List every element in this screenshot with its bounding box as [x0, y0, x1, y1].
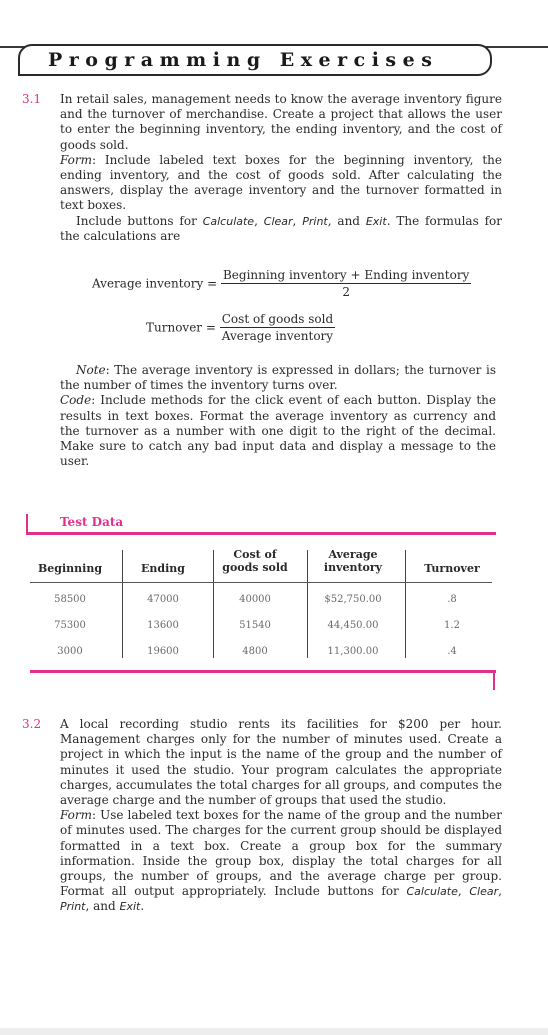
text-run: , and [327, 213, 366, 228]
column-divider [405, 550, 406, 658]
cell-average: 44,450.00 [327, 620, 379, 631]
text-run: , [498, 884, 502, 899]
exercise-form-paragraph [60, 808, 502, 914]
cell-beginning: 75300 [54, 620, 86, 631]
fraction-denominator: 2 [342, 285, 350, 299]
code-text: : Include methods for the click event of each button. Display the results in text boxes. Format the average inventory as currency and the turnover as a number with one digit to the right of the decimal. Make sure to catch any bad input data and display a message to the user. [60, 393, 496, 469]
header-cost-line2: goods sold [222, 561, 288, 574]
notes-block [60, 363, 496, 469]
header-beginning: Beginning [37, 562, 103, 575]
calculate-label: Calculate [202, 214, 255, 228]
text-run: , [254, 213, 264, 228]
code-paragraph [60, 393, 496, 469]
exit-label: Exit [119, 900, 141, 914]
text-run: . [140, 899, 145, 914]
print-label: Print [60, 900, 86, 914]
cell-turnover: .4 [447, 646, 457, 657]
cell-average: 11,300.00 [327, 646, 379, 657]
cell-average: $52,750.00 [324, 594, 382, 605]
text-run: , [292, 213, 303, 228]
form-text: : Include labeled text boxes for the beginning inventory, the ending inventory, and the cost of goods sold. After calculating the answers, display the average inventory and the turnover formatted in text boxes. [60, 152, 502, 213]
test-data-right-tick [493, 670, 495, 690]
fraction [221, 268, 471, 299]
clear-label: Clear [263, 214, 293, 228]
page-bottom-strip [0, 1028, 548, 1035]
section-title: Programming Exercises [48, 49, 439, 71]
text-run: Include buttons for [76, 213, 203, 228]
calculate-label: Calculate [406, 885, 458, 899]
formula-lhs: Turnover = [146, 320, 216, 335]
cell-cost: 40000 [239, 594, 271, 605]
fraction [220, 312, 335, 343]
test-data-top-bar [26, 532, 496, 535]
exercise-buttons-paragraph [60, 214, 502, 244]
header-cost [212, 548, 298, 574]
test-data-left-tick [26, 514, 28, 534]
turnover-formula [146, 312, 335, 343]
exercise-3-1 [22, 92, 502, 244]
exercise-number: 3.2 [22, 717, 42, 731]
form-text: : Use labeled text boxes for the name of the group and the number of minutes used. The charges for the current group should be displayed formatted in a text box. Create a group box for the summary information. Inside the group box, display the total charges for all groups, the number of groups, and the average charge per group. Format all output appropriately. Include buttons for [60, 808, 502, 899]
print-label: Print [302, 214, 328, 228]
cell-beginning: 3000 [57, 646, 83, 657]
cell-cost: 51540 [239, 620, 271, 631]
cell-ending: 13600 [147, 620, 179, 631]
section-header [0, 44, 548, 74]
fraction-numerator: Cost of goods sold [221, 312, 334, 326]
fraction-denominator: Average inventory [221, 329, 334, 343]
exit-label: Exit [365, 214, 387, 228]
code-label: Code [60, 393, 92, 408]
header-turnover: Turnover [424, 562, 480, 575]
header-average-line2: inventory [323, 561, 383, 574]
average-inventory-formula [92, 268, 471, 299]
form-label: Form [60, 152, 93, 167]
exercise-body [60, 92, 502, 244]
header-cost-line1: Cost of [233, 548, 277, 561]
test-data-label: Test Data [60, 515, 124, 529]
exercise-3-2 [22, 717, 502, 915]
text-run: . The formulas for the calculations are [60, 213, 502, 243]
cell-turnover: .8 [447, 594, 457, 605]
cell-turnover: 1.2 [444, 620, 460, 631]
exercise-body [60, 717, 502, 915]
cell-beginning: 58500 [54, 594, 86, 605]
exercise-paragraph: A local recording studio rents its facilities for $200 per hour. Management charges only for the number of minutes used. Create a project in which the input is the name of the group and the number of minutes it used the studio. Your program calculates the appropriate charges, accumulates the total charges for all groups, and computes the average charge and the number of groups that used the studio. [60, 717, 502, 808]
clear-label: Clear [469, 885, 499, 899]
form-label: Form [60, 808, 93, 823]
note-paragraph [60, 363, 496, 393]
header-average-line1: Average [328, 548, 378, 561]
header-banner [18, 44, 492, 76]
header-underline [30, 582, 492, 583]
formula-lhs: Average inventory = [92, 276, 218, 291]
note-label: Note [76, 363, 106, 377]
column-divider [122, 550, 123, 658]
header-ending: Ending [141, 562, 185, 575]
text-run: , and [85, 899, 120, 914]
exercise-number: 3.1 [22, 92, 42, 106]
test-data-bottom-bar [30, 670, 496, 673]
cell-cost: 4800 [242, 646, 268, 657]
cell-ending: 19600 [147, 646, 179, 657]
fraction-numerator: Beginning inventory + Ending inventory [222, 268, 470, 282]
exercise-paragraph: In retail sales, management needs to know the average inventory figure and the turnover of merchandise. Create a project that allows the user to enter the beginning inventory, the ending inventory, and the cost of goods sold. [60, 92, 502, 152]
cell-ending: 47000 [147, 594, 179, 605]
exercise-form-paragraph [60, 153, 502, 214]
text-run: , [457, 884, 470, 899]
note-text: : The average inventory is expressed in dollars; the turnover is the number of times the inventory turns over. [60, 363, 496, 393]
header-average [308, 548, 398, 574]
